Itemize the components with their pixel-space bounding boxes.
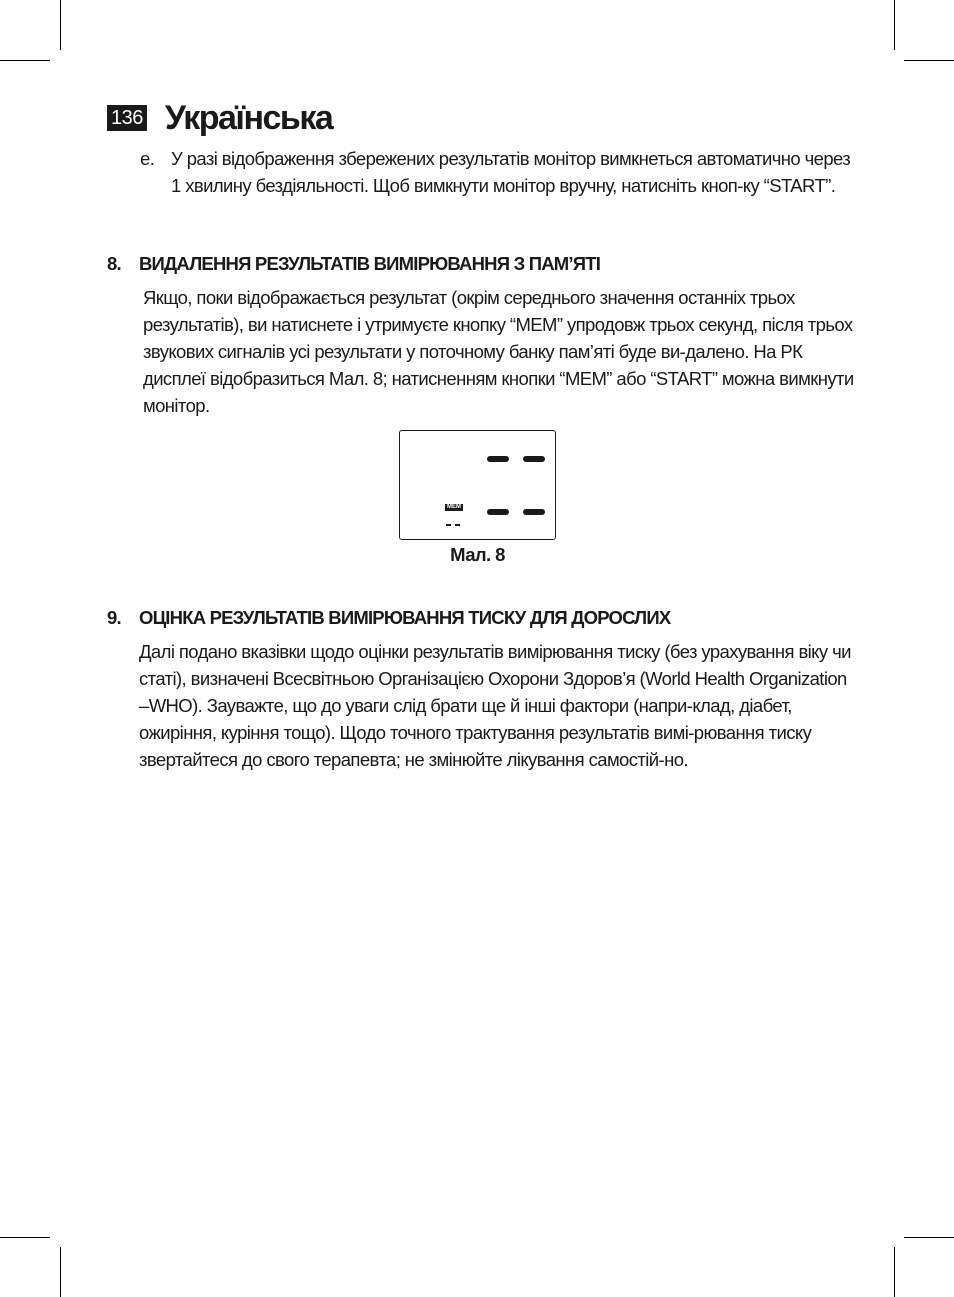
page-header [107, 100, 332, 136]
display-dash [487, 456, 509, 462]
display-dash [523, 456, 545, 462]
section-9-heading [107, 607, 670, 629]
memory-dash [455, 524, 460, 526]
crop-mark [894, 0, 895, 50]
list-item-text: У разі відображення збережених результатів монітор вимкнеться автоматично через 1 хвилину бездіяльності. Щоб вимкнути монітор вручну, натисніть кноп-ку “START”. [171, 148, 851, 196]
section-9-body [139, 638, 855, 773]
display-dash [523, 509, 545, 515]
section-number: 8. [107, 253, 121, 274]
display-dash [487, 509, 509, 515]
section-title: ВИДАЛЕННЯ РЕЗУЛЬТАТІВ ВИМІРЮВАННЯ З ПАМ’ЯТІ [139, 253, 601, 274]
section-8-heading [107, 253, 600, 275]
section-paragraph: Якщо, поки відображається результат (окрім середнього значення останніх трьох результатів), ви натиснете і утримуєте кнопку “MEM” упродовж трьох секунд, після трьох звукових сигналів усі результати у поточному банку пам’яті буде ви-далено. На РК дисплеї відобразиться Мал. 8; натисненням кнопки “MEM” або “START” можна вимкнути монітор. [143, 287, 854, 416]
section-number: 9. [107, 607, 121, 628]
crop-mark [60, 1247, 61, 1297]
page-number: 136 [107, 105, 147, 131]
list-marker: e. [140, 148, 155, 169]
page-title: Українська [164, 99, 333, 137]
figure-caption: Мал. 8 [450, 544, 505, 565]
crop-mark [60, 0, 61, 50]
section-paragraph: Далі подано вказівки щодо оцінки результатів вимірювання тиску (без урахування віку чи статі), визначені Всесвітньою Організацією Охорони Здоров’я (World Health Organization –WHO). Зауважте, що до уваги слід брати ще й інші фактори (напри-клад, діабет, ожиріння, куріння тощо). Щодо точного трактування результатів вимі-рювання тиску звертайтеся до свого терапевта; не змінюйте лікування самостій-но. [139, 641, 851, 770]
crop-mark [0, 1237, 50, 1238]
crop-mark [894, 1247, 895, 1297]
memory-dash [446, 524, 451, 526]
crop-mark [0, 60, 50, 61]
mem-indicator: MEM [447, 504, 461, 510]
lcd-display-figure [399, 430, 556, 540]
crop-mark [904, 60, 954, 61]
list-item-e [140, 145, 860, 199]
section-8-body [143, 284, 855, 419]
crop-mark [904, 1237, 954, 1238]
section-title: ОЦІНКА РЕЗУЛЬТАТІВ ВИМІРЮВАННЯ ТИСКУ ДЛЯ ДОРОСЛИХ [139, 607, 671, 628]
